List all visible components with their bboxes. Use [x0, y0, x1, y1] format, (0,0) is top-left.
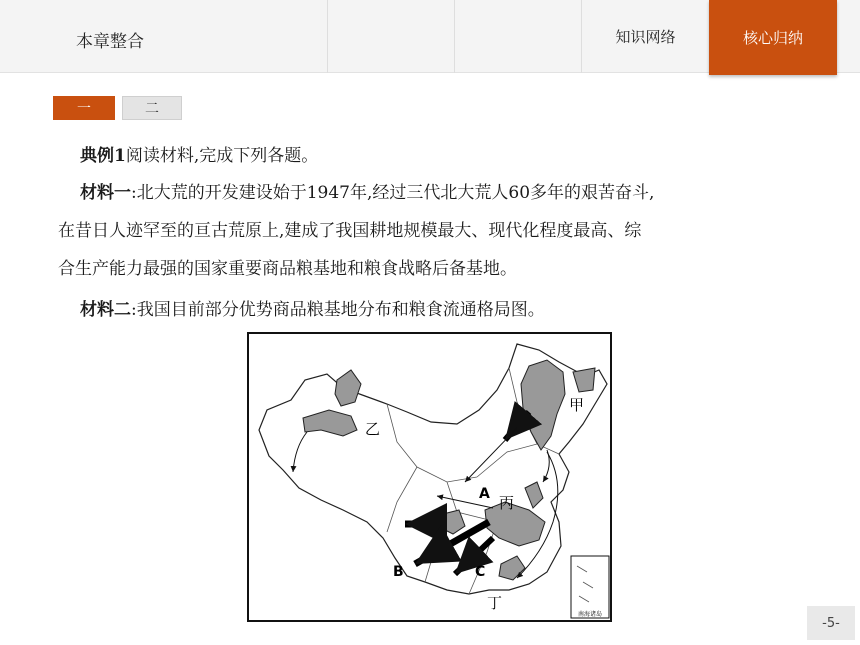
label-bing: 丙: [499, 494, 515, 512]
material1-text-1: :北大荒的开发建设始于1947年,经过三代北大荒人60多年的艰苦奋斗,: [131, 183, 655, 203]
subtab-two[interactable]: 二: [122, 96, 182, 120]
label-C: C: [475, 564, 486, 580]
material1-line2: 在昔日人迹罕至的亘古荒原上,建成了我国耕地规模最大、现代化程度最高、综: [58, 221, 642, 241]
material2-label: 材料二: [80, 300, 131, 320]
material1-label: 材料一: [80, 183, 131, 203]
inset-label: 南海诸岛: [577, 611, 603, 618]
example-heading: [80, 138, 820, 175]
subtab-one[interactable]: 一: [53, 96, 115, 120]
tab-core-summary[interactable]: 核心归纳: [709, 0, 837, 75]
material1-line1: [80, 175, 820, 212]
header-cell-empty-2: [455, 0, 582, 73]
material2-text: :我国目前部分优势商品粮基地分布和粮食流通格局图。: [131, 300, 545, 320]
header-cell-empty-1: [328, 0, 455, 73]
grain-base-map: [247, 332, 612, 622]
label-B: B: [393, 564, 404, 580]
example-label: 典例1: [80, 146, 126, 166]
tab-knowledge-network[interactable]: 知识网络: [615, 28, 676, 46]
label-ding: 丁: [487, 594, 503, 612]
header-bar: [0, 0, 860, 73]
header-cell-title: [0, 0, 328, 73]
chapter-title: 本章整合: [76, 32, 144, 52]
example-prompt: 阅读材料,完成下列各题。: [125, 146, 319, 166]
label-A: A: [479, 486, 490, 502]
material1-line3: 合生产能力最强的国家重要商品粮基地和粮食战略后备基地。: [58, 259, 517, 279]
south-sea-inset: [571, 556, 609, 618]
material2-line: [80, 292, 820, 329]
label-yi: 乙: [365, 420, 381, 438]
page-number: -5-: [807, 606, 855, 640]
label-jia: 甲: [569, 396, 585, 414]
